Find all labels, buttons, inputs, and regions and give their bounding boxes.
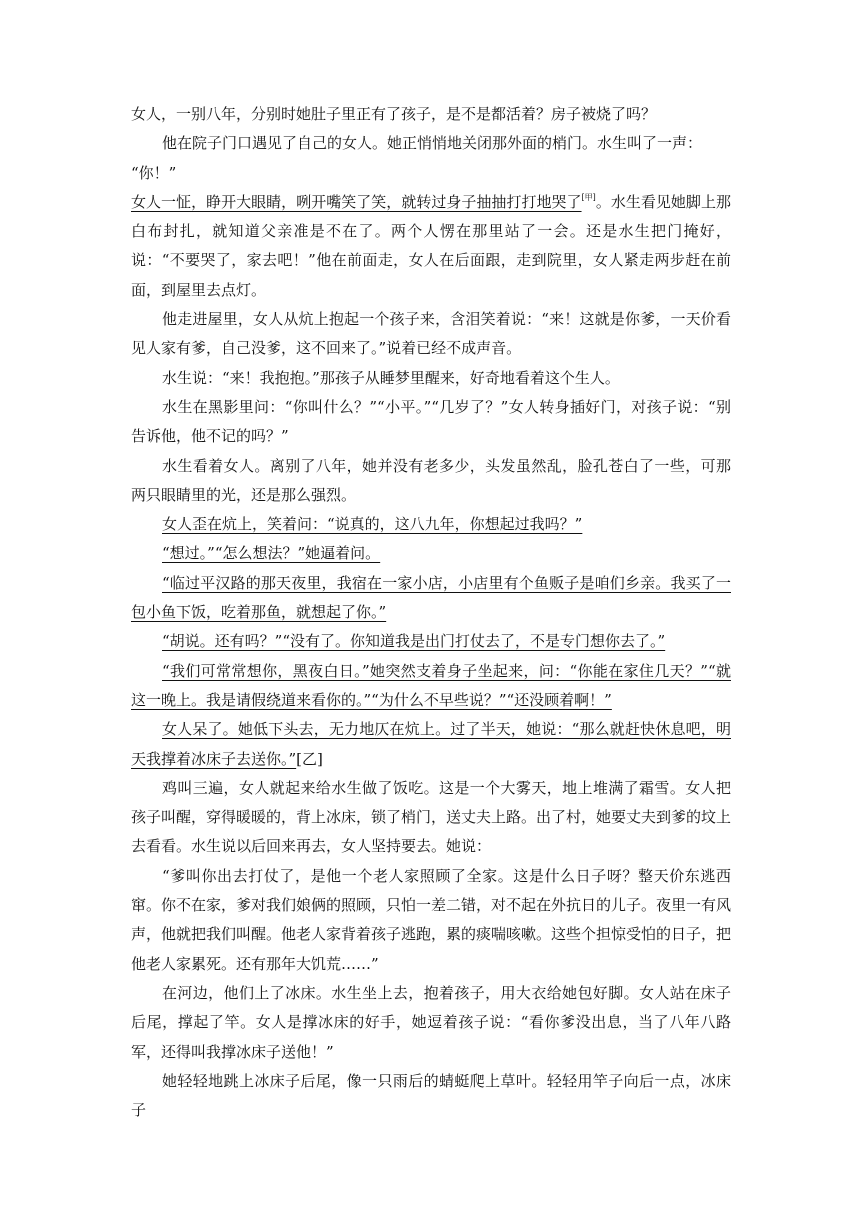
paragraph [131, 129, 731, 158]
paragraph [131, 657, 731, 716]
underlined-text: “我们可常常想你，黑夜白日。”她突然支着身子坐起来，问：“你能在家住几天？”“就这一晚上。我是请假绕道来看你的。”“为什么不早些说？”“还没顾着啊！” [131, 661, 731, 709]
paragraph [131, 862, 731, 979]
underlined-text: “临过平汉路的那天夜里，我宿在一家小店，小店里有个鱼贩子是咱们乡亲。我买了一包小鱼下饭，吃着那鱼，就想起了你。” [131, 573, 731, 622]
underlined-text: 女人歪在炕上，笑着问：“说真的，这八九年，你想起过我吗？” [162, 515, 583, 534]
paragraph [131, 627, 731, 656]
paragraph [131, 1067, 731, 1126]
text-segment: 水生说：“来！我抱抱。”那孩子从睡梦里醒来，好奇地看着这个生人。 [162, 368, 620, 387]
paragraph [131, 159, 731, 188]
paragraph [131, 539, 731, 568]
underlined-text: 女人一怔，睁开大眼睛，咧开嘴笑了笑，就转过身子抽抽打打地哭了 [131, 192, 582, 211]
text-segment: “你！” [131, 163, 177, 182]
paragraph [131, 305, 731, 364]
paragraph [131, 364, 731, 393]
text-segment: 。水生看见她脚上那白布封扎，就知道父亲准是不在了。两个人愣在那里站了一会。还是水生把门掩好，说：“不要哭了，家去吧！”他在前面走，女人在后面跟，走到院里，女人紧走两步赶在前面，到屋里去点灯。 [131, 192, 731, 299]
underlined-text: “想过。”“怎么想法？”她逼着问。 [162, 544, 381, 563]
text-segment: 他走进屋里，女人从炕上抱起一个孩子来，含泪笑着说：“来！这就是你爹，一天价看见人家有爹，自己没爹，这不回来了。”说着已经不成声音。 [131, 310, 731, 358]
paragraph [131, 393, 731, 452]
paragraph [131, 569, 731, 628]
text-segment: [乙] [296, 749, 323, 768]
paragraph [131, 510, 731, 539]
underlined-text: “胡说。还有吗？”“没有了。你知道我是出门打仗去了，不是专门想你去了。” [162, 632, 666, 651]
paragraph [131, 188, 731, 305]
text-segment: 女人，一别八年，分别时她肚子里正有了孩子，是不是都活着？房子被烧了吗？ [131, 105, 657, 123]
text-segment: 他在院子门口遇见了自己的女人。她正悄悄地关闭那外面的梢门。水生叫了一声： [162, 134, 703, 153]
underlined-text: 女人呆了。她低下头去，无力地仄在炕上。过了半天，她说：“那么就赶快休息吧，明天我撑着冰床子去送你。” [131, 720, 731, 768]
annotation-marker: [甲] [581, 192, 596, 202]
text-segment: 在河边，他们上了冰床。水生坐上去，抱着孩子，用大衣给她包好脚。女人站在床子后尾，撑起了竿。女人是撑冰床的好手，她逗着孩子说：“看你爹没出息，当了八年八路军，还得叫我撑冰床子送他！” [131, 983, 731, 1061]
text-segment: 水生在黑影里问：“你叫什么？”“小平。”“几岁了？”女人转身插好门，对孩子说：“别告诉他，他不记的吗？” [131, 397, 731, 446]
paragraph [131, 774, 731, 862]
text-segment: 鸡叫三遍，女人就起来给水生做了饭吃。这是一个大雾天，地上堆满了霜雪。女人把孩子叫醒，穿得暖暖的，背上冰床，锁了梢门，送丈夫上路。出了村，她要丈夫到爹的坟上去看看。水生说以后回来再去，女人坚持要去。她说： [131, 778, 732, 856]
paragraph [131, 100, 731, 129]
text-segment: 水生看着女人。离别了八年，她并没有老多少，头发虽然乱，脸孔苍白了一些，可那两只眼睛里的光，还是那么强烈。 [131, 456, 731, 504]
text-segment: “爹叫你出去打仗了，是他一个老人家照顾了全家。这是什么日子呀？整天价东逃西窜。你不在家，爹对我们娘俩的照顾，只怕一差二错，对不起在外抗日的儿子。夜里一有风声，他就把我们叫醒。他老人家背着孩子逃跑，累的痰喘咳嗽。这些个担惊受怕的日子，把他老人家累死。还有那年大饥荒……” [131, 866, 732, 973]
text-segment: 她轻轻地跳上冰床子后尾，像一只雨后的蜻蜓爬上草叶。轻轻用竿子向后一点，冰床子 [131, 1071, 731, 1120]
paragraph [131, 979, 731, 1067]
paragraph [131, 715, 731, 774]
paragraph [131, 452, 731, 511]
document-page [131, 100, 731, 1125]
